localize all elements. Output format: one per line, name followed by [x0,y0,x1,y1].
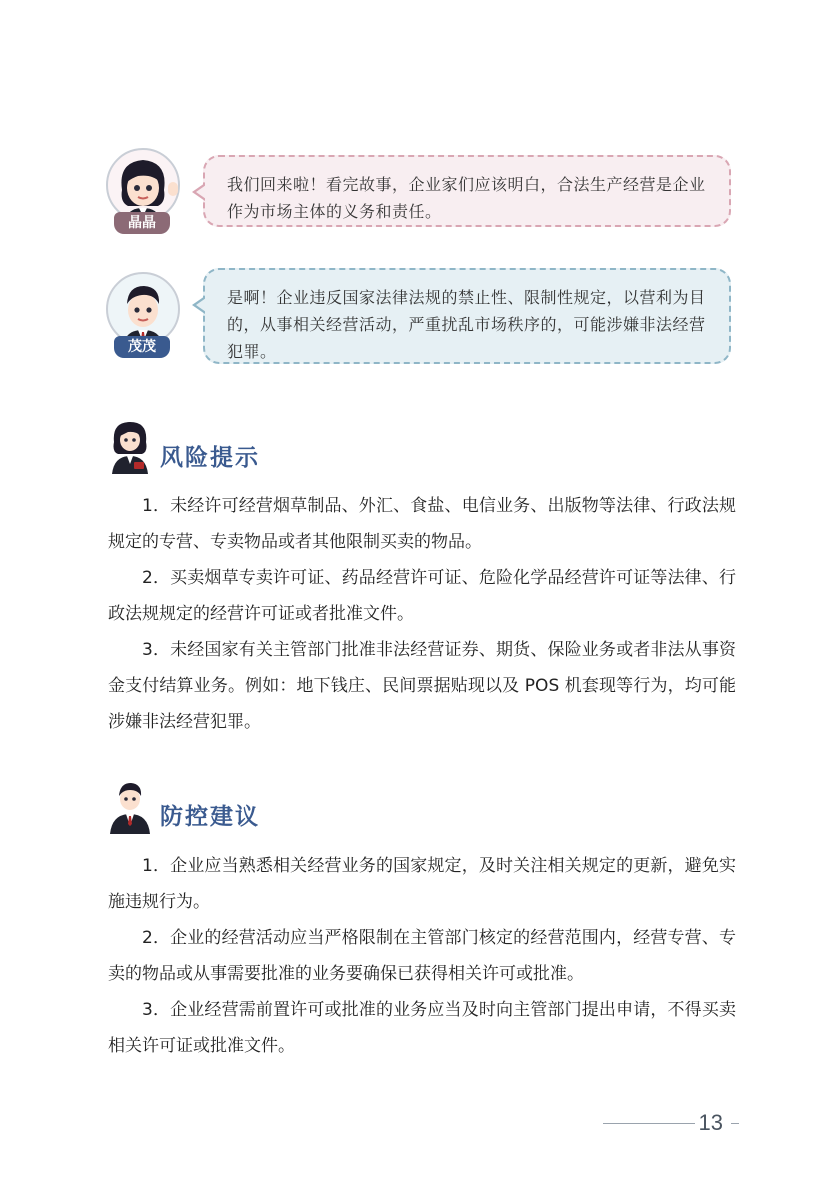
nametag-jingjing: 晶晶 [114,212,170,234]
nametag-maomao: 茂茂 [114,336,170,358]
risk-item-3: 3．未经国家有关主管部门批准非法经营证券、期货、保险业务或者非法从事资金支付结算业务。例如：地下钱庄、民间票据贴现以及 POS 机套现等行为，均可能涉嫌非法经营犯罪。 [108,640,736,732]
boy-lawyer-icon [108,780,152,834]
speech-bubble-maomao: 是啊！企业违反国家法律法规的禁止性、限制性规定，以营利为目的，从事相关经营活动，严重扰乱市场秩序的，可能涉嫌非法经营犯罪。 [203,268,731,364]
prevention-item-2: 2．企业的经营活动应当严格限制在主管部门核定的经营范围内，经营专营、专卖的物品或从事需要批准的业务要确保已获得相关许可或批准。 [108,928,736,984]
footer-dash [731,1123,739,1124]
avatar-maomao [106,272,180,346]
boy-avatar-icon [108,274,178,344]
footer-rule [603,1123,695,1124]
page-footer [579,1110,739,1138]
girl-lawyer-icon [108,420,152,474]
hand-icon [168,182,178,196]
risk-section-title: 风险提示 [160,445,260,471]
prevention-item-1: 1．企业应当熟悉相关经营业务的国家规定，及时关注相关规定的更新，避免实施违规行为。 [108,856,736,912]
prevention-section-title: 防控建议 [160,804,260,830]
risk-item-2: 2．买卖烟草专卖许可证、药品经营许可证、危险化学品经营许可证等法律、行政法规规定的经营许可证或者批准文件。 [108,568,736,624]
character-jingjing [106,148,182,234]
risk-item-1: 1．未经许可经营烟草制品、外汇、食盐、电信业务、出版物等法律、行政法规规定的专营、专卖物品或者其他限制买卖的物品。 [108,496,736,552]
prevention-item-3: 3．企业经营需前置许可或批准的业务应当及时向主管部门提出申请，不得买卖相关许可证或批准文件。 [108,1000,736,1056]
speech-bubble-jingjing: 我们回来啦！看完故事，企业家们应该明白，合法生产经营是企业作为市场主体的义务和责任。 [203,155,731,227]
page-number: 13 [698,1110,723,1135]
character-maomao [106,272,182,358]
